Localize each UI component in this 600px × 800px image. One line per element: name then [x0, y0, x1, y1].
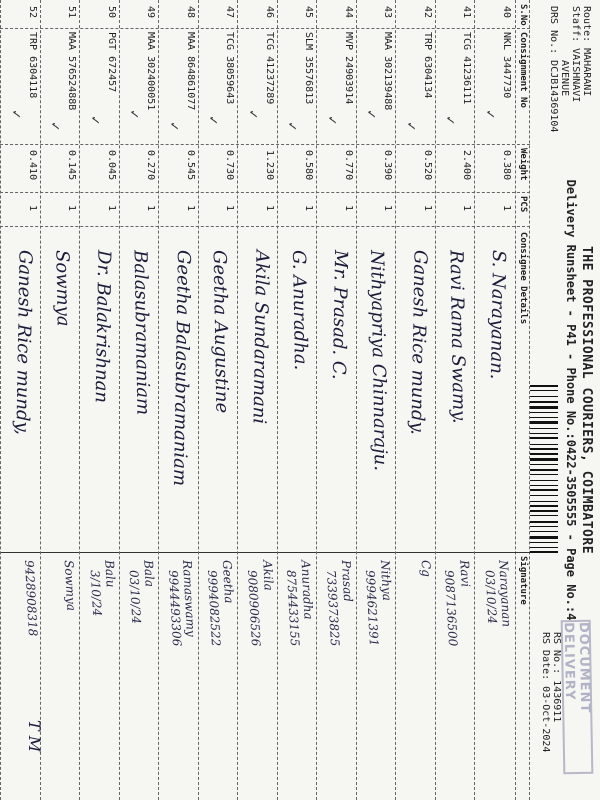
row-separator [80, 0, 81, 800]
check-mark-icon: ✓ [87, 116, 103, 125]
row-signature-handwritten: Ravi [457, 559, 474, 588]
barcode-bar [530, 505, 558, 507]
row-signature-handwritten: 9428908318 [22, 559, 40, 637]
row-consignment-no: TCG 41237289 [264, 32, 275, 105]
row-pcs: 1 [185, 205, 196, 212]
barcode-bar [530, 480, 558, 481]
barcode-bar [530, 495, 558, 496]
row-weight: 2.400 [461, 150, 473, 181]
row-consignee-handwritten: Balasubramaniam [130, 249, 154, 416]
col-header-consignment: Consignment No [518, 32, 528, 108]
col-header-weight: Weight [518, 148, 528, 181]
row-sno: 40 [501, 6, 512, 19]
check-mark-icon: ✓ [47, 122, 64, 131]
row-pcs: 1 [422, 205, 433, 212]
row-consignment-no: MVP 24903914 [343, 32, 354, 105]
row-consignment-no: TCG 38059643 [224, 32, 236, 105]
barcode-bar [530, 485, 558, 486]
row-pcs: 1 [303, 205, 315, 212]
check-mark-icon: ✓ [403, 122, 419, 131]
barcode-bar [530, 448, 558, 450]
row-consignment-no: NKL 3447730 [501, 32, 512, 99]
col-header-sno: S.No [518, 4, 528, 26]
barcode-bar [530, 526, 558, 527]
barcode-bar [530, 401, 558, 403]
drs-number: DRS No.: DCJB14369104 [548, 6, 559, 133]
row-pcs: 1 [106, 205, 117, 212]
row-signature-handwritten: Anuradha [298, 559, 317, 620]
row-consignee-handwritten: Sowmya [51, 249, 75, 327]
runsheet-subtitle: Delivery Runsheet - P41 - Phone No.:0422-3505555 - Page No.:4 [564, 179, 578, 621]
row-consignment-no: MAA 302139488 [382, 32, 394, 111]
row-sno: 43 [382, 6, 394, 19]
staff-label-cont: AVENUE [559, 60, 570, 97]
row-separator [159, 0, 160, 800]
row-separator [356, 0, 357, 800]
row-separator [1, 0, 2, 800]
row-signature-handwritten: 3/10/24 [87, 569, 105, 617]
row-consignee-handwritten: Geetha Augustine [209, 249, 233, 414]
row-signature-handwritten: Cg [418, 559, 434, 578]
barcode-bar [530, 474, 558, 475]
row-consignee-handwritten: Ganesh Rice mundy, [11, 249, 36, 436]
row-consignee-handwritten: S. Narayanan. [485, 249, 510, 380]
row-weight: 0.545 [185, 150, 196, 181]
row-weight: 0.270 [145, 150, 157, 181]
barcode-bar [530, 489, 558, 491]
row-weight: 0.580 [303, 150, 315, 181]
barcode-bar [530, 417, 558, 418]
row-weight: 0.145 [66, 150, 78, 181]
row-sno: 51 [66, 6, 78, 19]
row-separator [40, 0, 41, 800]
row-signature-handwritten: 03/10/24 [482, 569, 500, 625]
row-sno: 44 [343, 6, 354, 19]
row-weight: 0.770 [343, 150, 354, 181]
row-signature-handwritten: 7339373825 [324, 569, 342, 647]
route-label: Route: MAHARANI [581, 6, 592, 97]
row-consignee-handwritten: Ganesh Rice mundy. [406, 249, 431, 436]
row-consignee-handwritten: Ravi Rama Swamy. [445, 249, 471, 424]
col-header-pcs: PCS [518, 196, 528, 213]
check-mark-icon: ✓ [324, 116, 340, 125]
row-sno: 46 [264, 6, 275, 19]
drs-barcode [530, 385, 558, 620]
barcode-bar [530, 501, 558, 502]
company-title: THE PROFESSIONAL COURIERS, COIMBATORE [579, 245, 594, 555]
barcode-bar [530, 521, 558, 523]
row-separator [396, 0, 397, 800]
barcode-bar [530, 396, 558, 397]
col-header-signature: Signature [518, 556, 528, 605]
row-consignee-handwritten: Dr. Balakrishnan [90, 249, 115, 404]
row-separator [119, 0, 120, 800]
row-separator [435, 0, 436, 800]
staff-label: Staff: VAISHNAVI [570, 6, 581, 103]
check-mark-icon: ✓ [126, 110, 143, 119]
row-pcs: 1 [145, 205, 157, 212]
row-signature-handwritten: Bala [141, 559, 158, 588]
barcode-bar [530, 458, 558, 461]
row-weight: 0.045 [106, 150, 117, 181]
row-sno: 41 [461, 6, 473, 19]
barcode-bar [530, 421, 558, 424]
row-weight: 0.380 [501, 150, 512, 181]
barcode-bar [530, 385, 558, 387]
barcode-bar [530, 515, 558, 516]
row-separator [317, 0, 318, 800]
row-signature-handwritten: Ramaswamy [180, 559, 198, 638]
row-consignment-no: MAA 864861077 [185, 32, 196, 111]
footer-initials: T M [25, 720, 44, 753]
document-delivery-stamp: DOCUMENT DELIVERY [561, 620, 594, 775]
row-pcs: 1 [501, 205, 512, 212]
row-sno: 47 [224, 6, 236, 19]
row-separator [277, 0, 278, 800]
row-separator [198, 0, 199, 800]
barcode-bar [530, 542, 558, 543]
barcode-bar [530, 551, 558, 553]
header-rule [529, 0, 530, 800]
row-sno: 42 [422, 6, 433, 19]
row-pcs: 1 [66, 205, 78, 212]
row-consignee-handwritten: Nithyapriya Chinnaraju. [366, 249, 392, 472]
row-sno: 45 [303, 6, 315, 19]
row-signature-handwritten: 9087136500 [442, 569, 461, 647]
row-pcs: 1 [382, 205, 394, 212]
check-mark-icon: ✓ [205, 116, 222, 125]
row-sno: 48 [185, 6, 196, 19]
row-consignee-handwritten: Akila Sundaramani [248, 249, 273, 425]
row-consignee-handwritten: G. Anuradha. [288, 249, 312, 371]
row-consignment-no: MAA 302400051 [145, 32, 157, 111]
check-mark-icon: ✓ [284, 122, 301, 131]
row-pcs: 1 [224, 205, 236, 212]
row-pcs: 1 [264, 205, 275, 212]
row-sno: 50 [106, 6, 117, 19]
row-consignee-handwritten: Geetha Balasubramaniam [168, 249, 195, 487]
check-mark-icon: ✓ [8, 110, 24, 119]
row-signature-handwritten: Narayanan [496, 559, 514, 628]
barcode-bar [530, 531, 558, 532]
row-weight: 0.520 [422, 150, 433, 181]
row-signature-handwritten: 03/10/24 [127, 569, 144, 625]
barcode-bar [530, 453, 558, 455]
barcode-bar [530, 536, 558, 539]
row-consignment-no: SLM 35576813 [303, 32, 315, 105]
check-mark-icon: ✓ [245, 110, 261, 119]
row-signature-handwritten: 9994082522 [205, 569, 224, 647]
row-signature-handwritten: Balu [102, 559, 118, 588]
barcode-bar [530, 406, 558, 409]
row-separator [238, 0, 239, 800]
row-consignment-no: TRP 6304118 [27, 32, 38, 99]
row-consignment-no: MAA 57652488B [66, 32, 78, 111]
row-pcs: 1 [343, 205, 354, 212]
rs-number: RS No.: 1436911 [551, 632, 562, 723]
row-weight: 0.410 [27, 150, 38, 181]
check-mark-icon: ✓ [482, 110, 498, 119]
row-consignee-handwritten: Mr. Prasad. C. [327, 249, 352, 380]
row-signature-handwritten: 9944493306 [166, 569, 184, 647]
barcode-bar [530, 469, 558, 471]
row-weight: 0.390 [382, 150, 394, 181]
row-signature-handwritten: Sowmya [62, 559, 79, 612]
barcode-bar [530, 510, 558, 512]
row-separator [475, 0, 476, 800]
row-sno: 52 [27, 6, 38, 19]
rs-date: RS Date: 03-Oct-2024 [540, 632, 551, 753]
row-signature-handwritten: Akila [260, 559, 276, 592]
col-header-consignee: Consignee Details [518, 232, 528, 325]
check-mark-icon: ✓ [363, 110, 380, 119]
barcode-bar [530, 412, 558, 413]
barcode-bar [530, 437, 558, 439]
barcode-bar [530, 428, 558, 429]
row-signature-handwritten: Prasad [338, 559, 356, 603]
row-weight: 0.730 [224, 150, 236, 181]
barcode-bar [530, 444, 558, 445]
row-signature-handwritten: 9080906526 [245, 569, 263, 647]
row-weight: 1.230 [264, 150, 275, 181]
row-signature-handwritten: Geetha [220, 559, 237, 604]
row-consignment-no: TCG 41236111 [461, 32, 473, 105]
check-mark-icon: ✓ [166, 122, 182, 131]
row-signature-handwritten: Nithya [378, 559, 395, 602]
row-pcs: 1 [461, 205, 473, 212]
row-sno: 49 [145, 6, 157, 19]
row-signature-handwritten: 8754433155 [284, 569, 303, 647]
header-rule-bottom [515, 0, 516, 800]
barcode-bar [530, 547, 558, 548]
barcode-bar [530, 464, 558, 465]
row-signature-handwritten: 9994621391 [363, 569, 382, 647]
row-consignment-no: PGT 672457 [106, 32, 117, 93]
row-pcs: 1 [27, 205, 38, 212]
barcode-bar [530, 390, 558, 391]
barcode-bar [530, 433, 558, 434]
row-consignment-no: TRP 6304134 [422, 32, 433, 99]
check-mark-icon: ✓ [442, 116, 459, 125]
